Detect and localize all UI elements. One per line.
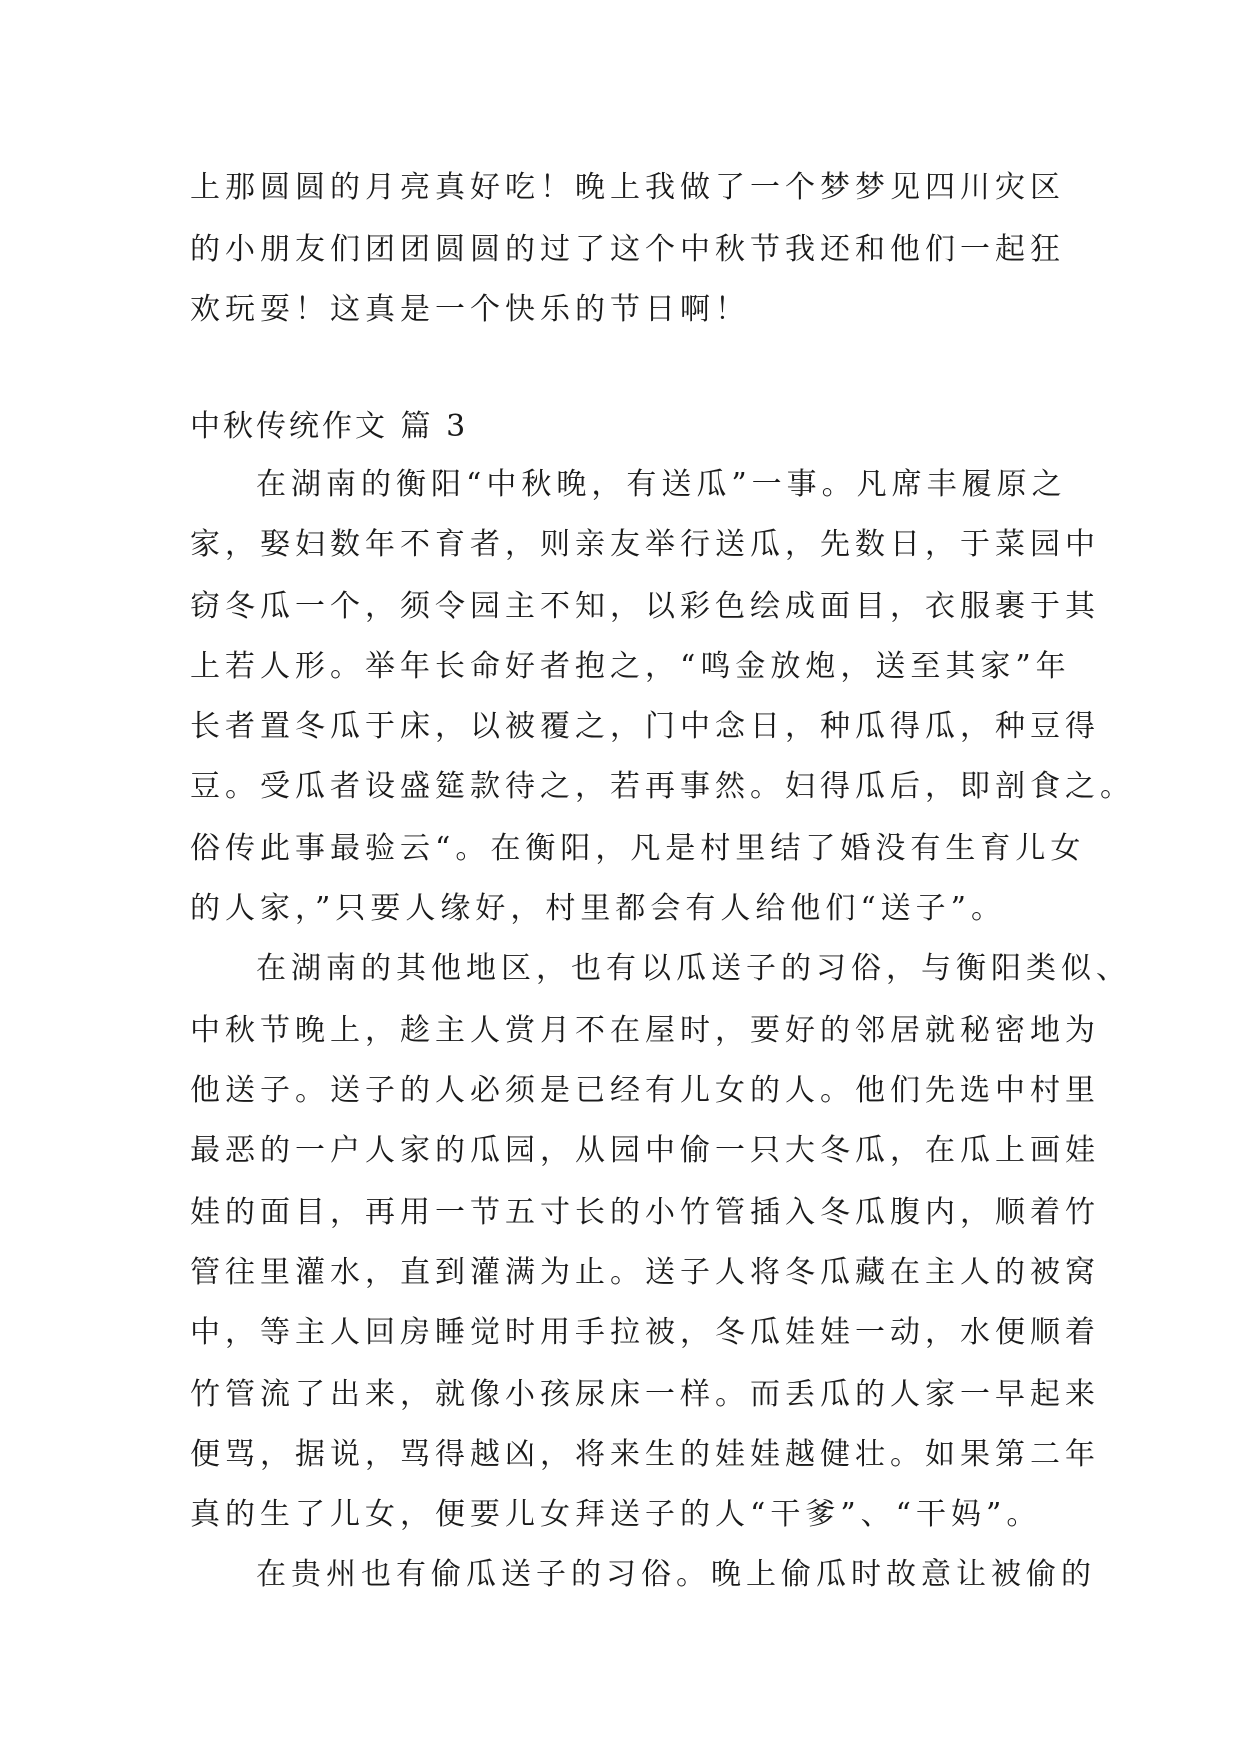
- paragraph-line: 在湖南的其他地区，也有以瓜送子的习俗，与衡阳类似、: [256, 951, 1131, 986]
- paragraph-line: 他送子。送子的人必须是已经有儿女的人。他们先选中村里: [190, 1073, 1100, 1108]
- paragraph-line: 家，娶妇数年不育者，则亲友举行送瓜，先数日，于菜园中: [190, 527, 1100, 562]
- paragraph-line: 上若人形。举年长命好者抱之，“鸣金放炮，送至其家”年: [190, 649, 1071, 684]
- paragraph-line: 中，等主人回房睡觉时用手拉被，冬瓜娃娃一动，水便顺着: [190, 1315, 1100, 1350]
- paragraph-line: 欢玩耍！这真是一个快乐的节日啊！: [190, 292, 750, 327]
- paragraph-line: 上那圆圆的月亮真好吃！晚上我做了一个梦梦见四川灾区: [190, 170, 1065, 205]
- paragraph-line: 长者置冬瓜于床，以被覆之，门中念日，种瓜得瓜，种豆得: [190, 709, 1100, 744]
- paragraph-line: 窃冬瓜一个，须令园主不知，以彩色绘成面目，衣服裹于其: [190, 589, 1100, 624]
- paragraph-line: 的人家，”只要人缘好，村里都会有人给他们“送子”。: [190, 891, 1007, 926]
- paragraph-line: 最恶的一户人家的瓜园，从园中偷一只大冬瓜，在瓜上画娃: [190, 1133, 1100, 1168]
- paragraph-line: 竹管流了出来，就像小孩尿床一样。而丢瓜的人家一早起来: [190, 1377, 1100, 1412]
- paragraph-line: 豆。受瓜者设盛筵款待之，若再事然。妇得瓜后，即剖食之。: [190, 769, 1135, 804]
- paragraph-line: 管往里灌水，直到灌满为止。送子人将冬瓜藏在主人的被窝: [190, 1255, 1100, 1290]
- paragraph-line: 中秋节晚上，趁主人赏月不在屋时，要好的邻居就秘密地为: [190, 1013, 1100, 1048]
- paragraph-line: 在湖南的衡阳“中秋晚，有送瓜”一事。凡席丰履原之: [256, 467, 1067, 502]
- paragraph-line: 娃的面目，再用一节五寸长的小竹管插入冬瓜腹内，顺着竹: [190, 1195, 1100, 1230]
- paragraph-line: 俗传此事最验云“。在衡阳，凡是村里结了婚没有生育儿女: [190, 831, 1086, 866]
- paragraph-line: 真的生了儿女，便要儿女拜送子的人“干爹”、“干妈”。: [190, 1497, 1042, 1532]
- paragraph-line: 便骂，据说，骂得越凶，将来生的娃娃越健壮。如果第二年: [190, 1437, 1100, 1472]
- paragraph-line: 的小朋友们团团圆圆的过了这个中秋节我还和他们一起狂: [190, 232, 1065, 267]
- section-heading: 中秋传统作文 篇 3: [190, 409, 469, 444]
- paragraph-line: 在贵州也有偷瓜送子的习俗。晚上偷瓜时故意让被偷的: [256, 1557, 1096, 1592]
